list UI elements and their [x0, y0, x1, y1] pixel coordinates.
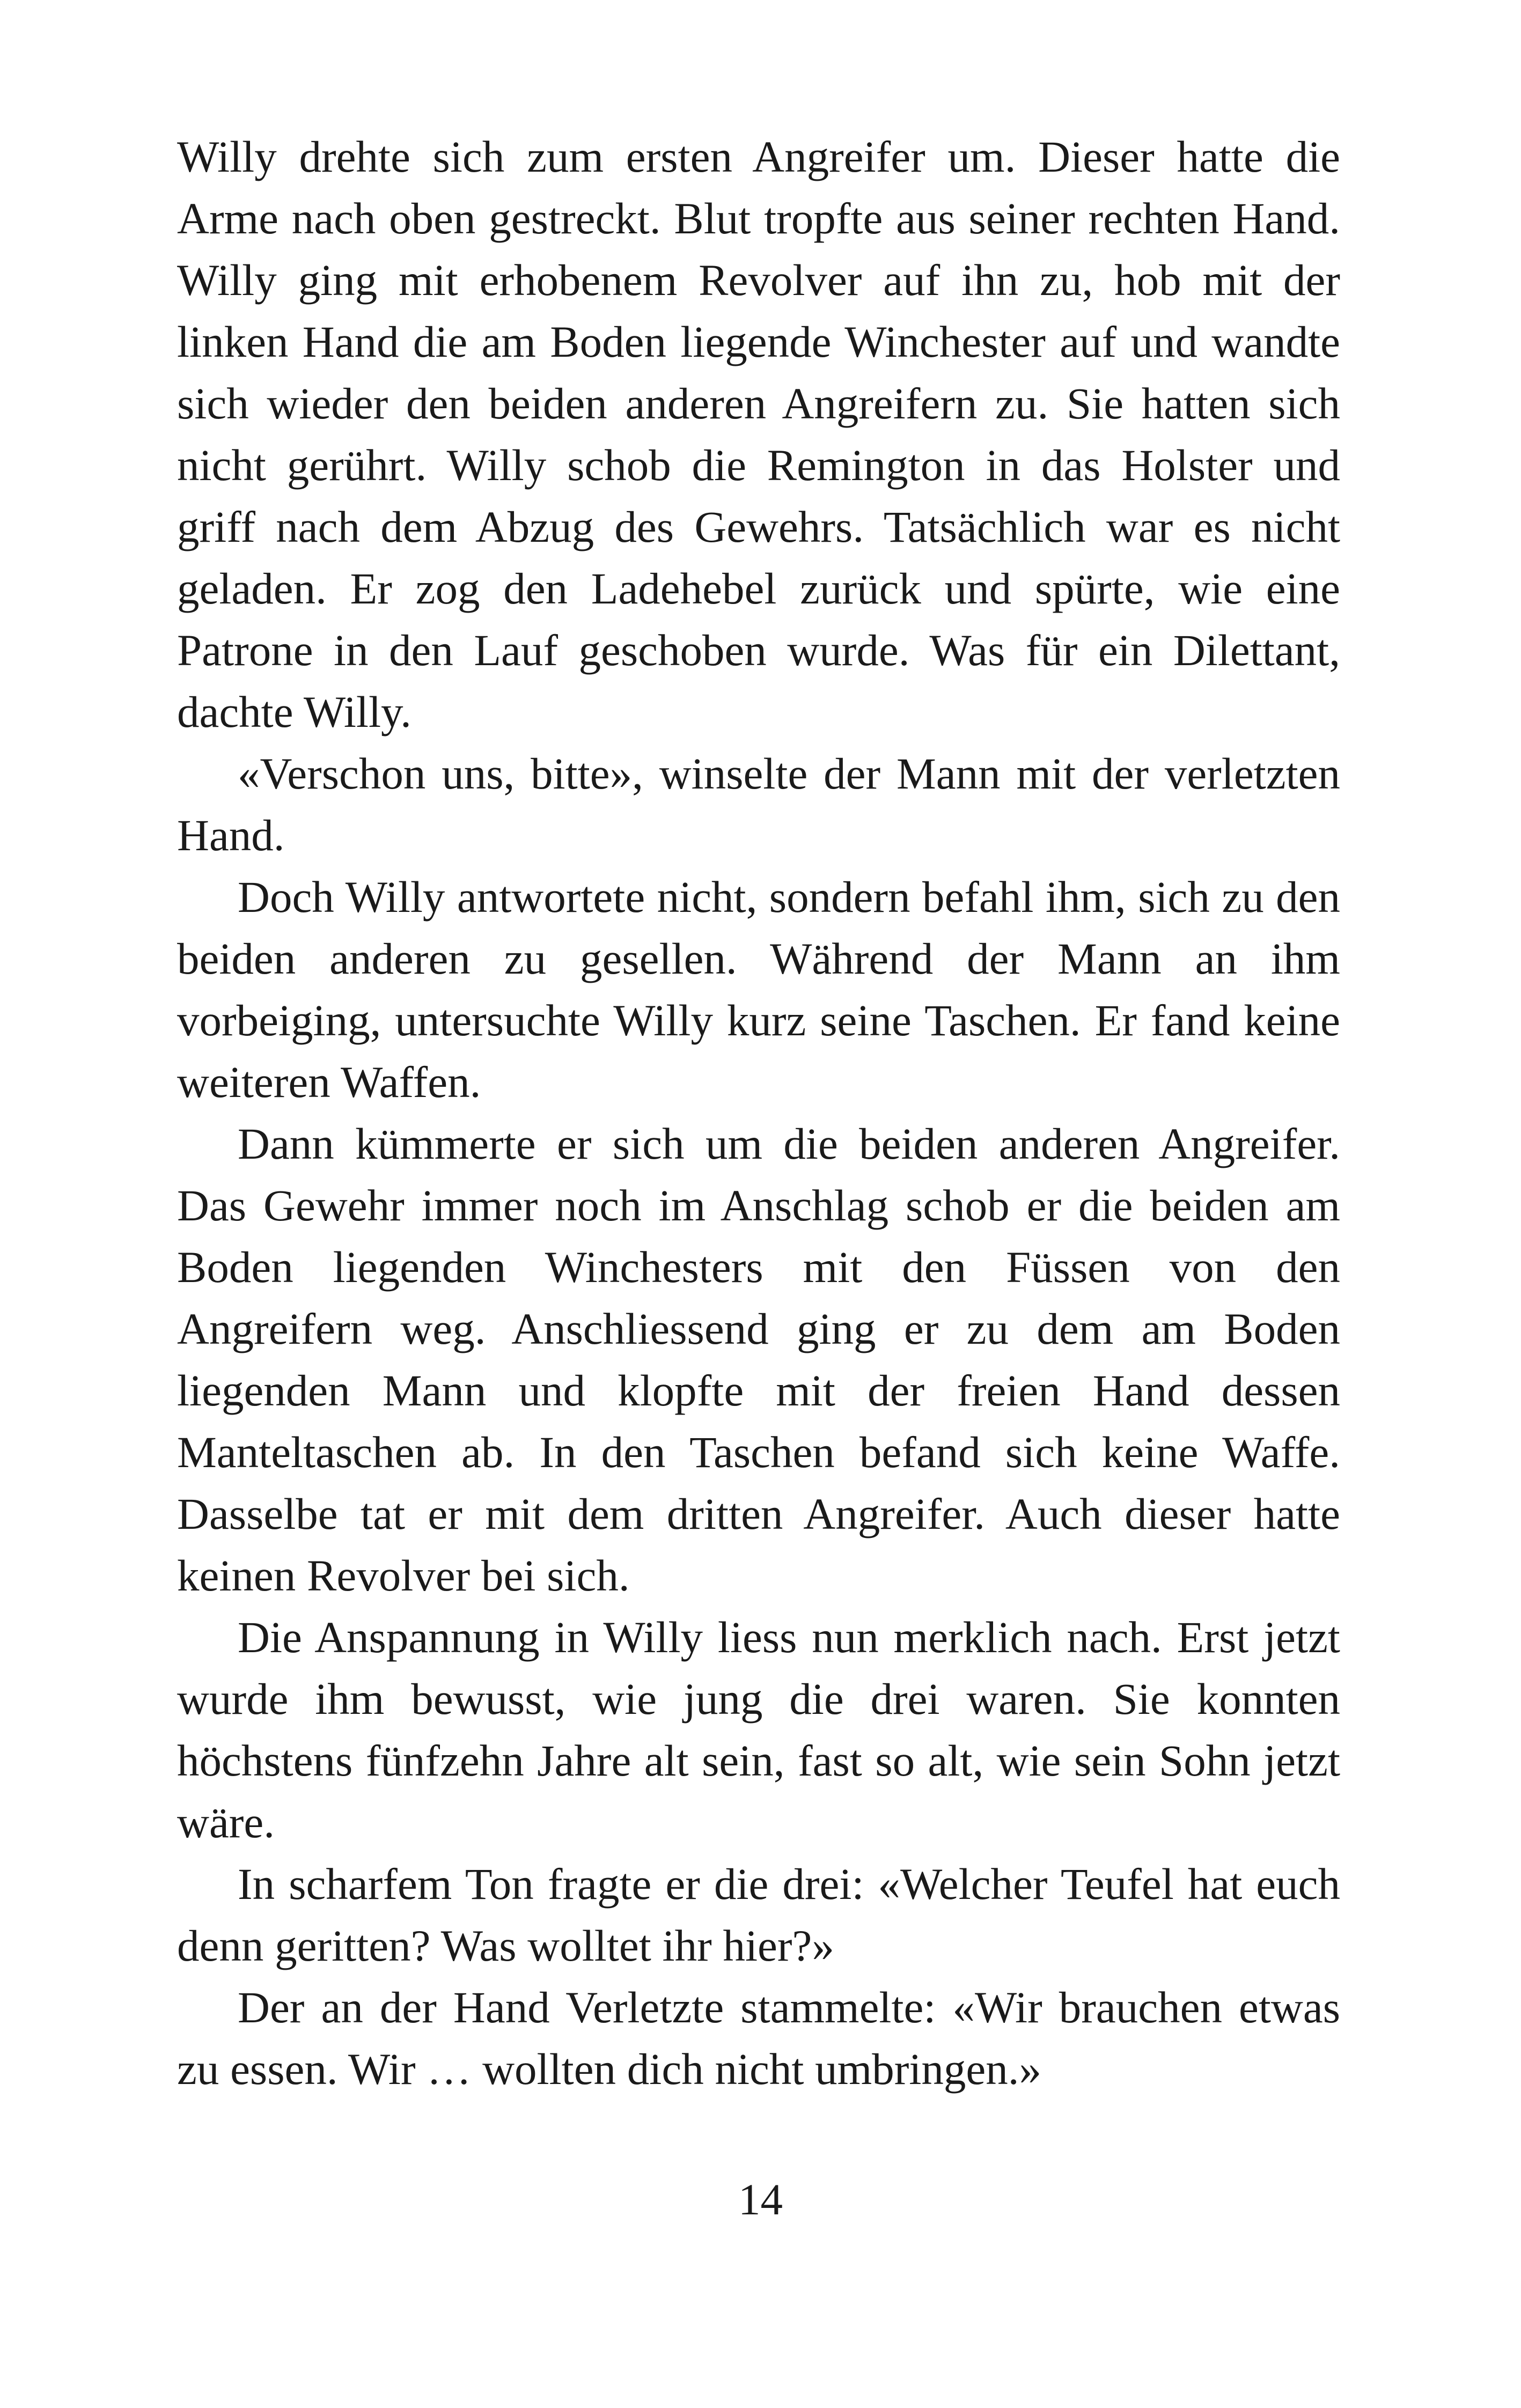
page-number: 14: [738, 2175, 783, 2224]
paragraph: Doch Willy antwortete nicht, sondern befahl ihm, sich zu den beiden anderen zu gesellen. Während der Mann an ihm vorbeiging, untersuchte Willy kurz seine Taschen. Er fand keine weiteren Waffen.: [177, 872, 1340, 1107]
paragraph: Der an der Hand Verletzte stammelte: «Wir brauchen etwas zu essen. Wir … wollten dich nicht umbringen.»: [177, 1983, 1340, 2094]
paragraph: In scharfem Ton fragte er die drei: «Welcher Teufel hat euch denn geritten? Was wolltet ihr hier?»: [177, 1859, 1340, 1970]
paragraph: Die Anspannung in Willy liess nun merklich nach. Erst jetzt wurde ihm bewusst, wie jung die drei waren. Sie konnten höchstens fünfzehn Jahre alt sein, fast so alt, wie sein Sohn jetzt wäre.: [177, 1612, 1340, 1847]
body-text: [177, 126, 1340, 2100]
paragraph: Willy drehte sich zum ersten Angreifer um. Dieser hatte die Arme nach oben gestreckt. Blut tropfte aus seiner rechten Hand. Willy ging mit erhobenem Revolver auf ihn zu, hob mit der linken Hand die am Boden liegende Winchester auf und wandte sich wieder den beiden anderen Angreifern zu. Sie hatten sich nicht gerührt. Willy schob die Remington in das Holster und griff nach dem Abzug des Gewehrs. Tatsächlich war es nicht geladen. Er zog den Ladehebel zurück und spürte, wie eine Patrone in den Lauf geschoben wurde. Was für ein Dilettant, dachte Willy.: [177, 132, 1340, 737]
paragraph: Dann kümmerte er sich um die beiden anderen Angreifer. Das Gewehr immer noch im Anschlag schob er die beiden am Boden liegenden Winchesters mit den Füssen von den Angreifern weg. Anschliessend ging er zu dem am Boden liegenden Mann und klopfte mit der freien Hand dessen Manteltaschen ab. In den Taschen befand sich keine Waffe. Dasselbe tat er mit dem dritten Angreifer. Auch dieser hatte keinen Revolver bei sich.: [177, 1119, 1340, 1600]
paragraph: «Verschon uns, bitte», winselte der Mann mit der verletzten Hand.: [177, 749, 1340, 860]
